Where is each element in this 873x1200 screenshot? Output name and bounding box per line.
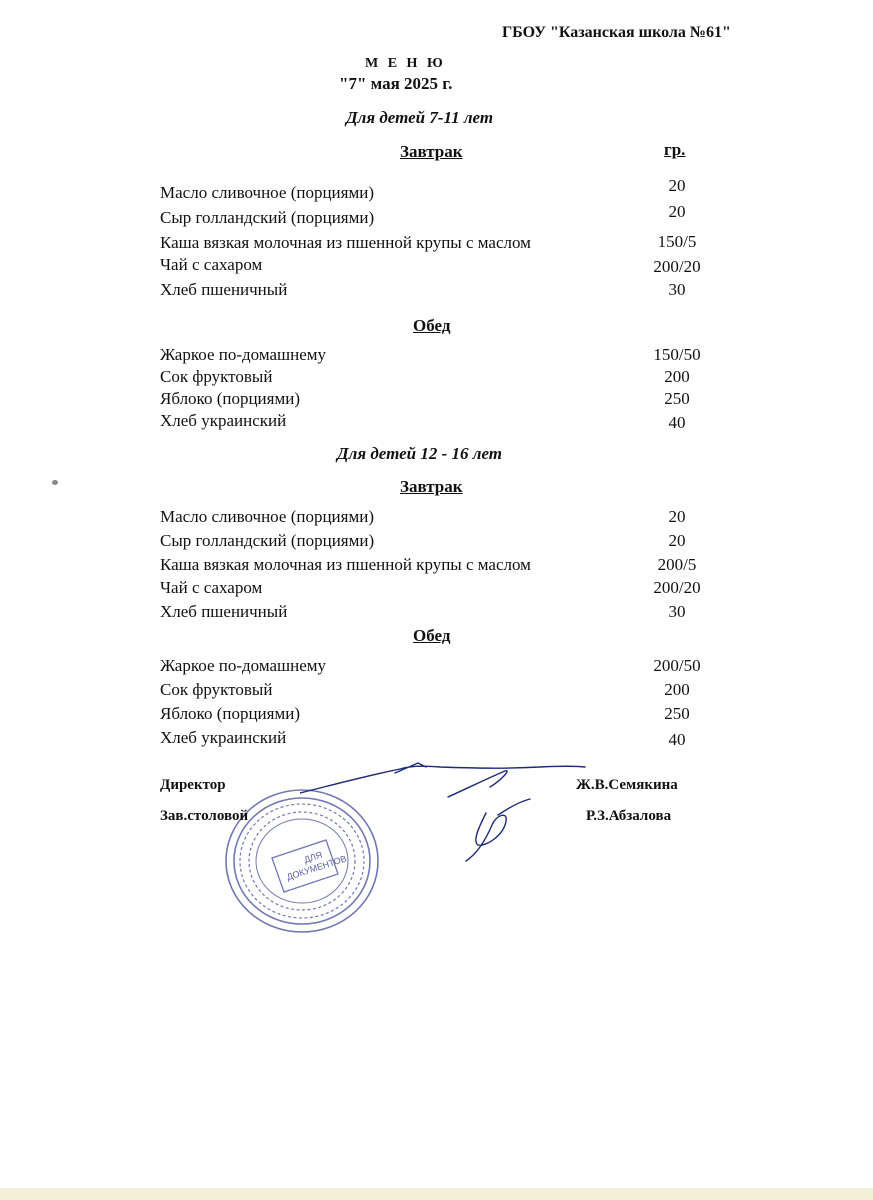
menu-item-qty: 250: [664, 389, 690, 408]
menu-item: Яблоко (порциями): [160, 389, 300, 408]
director-name: Ж.В.Семякина: [576, 777, 678, 793]
menu-item: Яблоко (порциями): [160, 704, 300, 723]
menu-item-qty: 150/5: [657, 232, 697, 251]
menu-item-qty: 30: [668, 602, 686, 621]
menu-item: Хлеб пшеничный: [160, 602, 288, 621]
menu-item-qty: 200: [664, 367, 690, 386]
menu-item: Чай с сахаром: [160, 578, 263, 597]
menu-item-qty: 40: [668, 730, 686, 749]
units-header: гр.: [664, 140, 686, 159]
menu-item-qty: 250: [664, 704, 690, 723]
menu-item-qty: 40: [668, 413, 686, 432]
menu-item: Сок фруктовый: [160, 367, 273, 386]
stamp-center-text: ДЛЯ ДОКУМЕНТОВ: [285, 849, 348, 883]
age-group-title: Для детей 7-11 лет: [346, 108, 494, 127]
menu-item: Хлеб пшеничный: [160, 280, 288, 299]
menu-item-qty: 200: [664, 680, 690, 699]
menu-item: Каша вязкая молочная из пшенной крупы с маслом: [160, 555, 531, 574]
menu-item-qty: 30: [668, 280, 686, 299]
menu-item-qty: 200/20: [653, 257, 701, 276]
menu-item: Хлеб украинский: [160, 411, 287, 430]
menu-item-qty: 20: [668, 531, 686, 550]
menu-item-qty: 200/20: [653, 578, 701, 597]
director-title: Директор: [160, 777, 226, 793]
menu-item-qty: 150/50: [653, 345, 701, 364]
menu-item: Сыр голландский (порциями): [160, 531, 375, 550]
canteen-name: Р.З.Абзалова: [586, 808, 672, 824]
menu-item: Жаркое по-домашнему: [160, 345, 327, 364]
meal-title: Завтрак: [400, 142, 463, 161]
signature: [300, 755, 590, 875]
menu-item-qty: 20: [668, 202, 686, 221]
scan-speck: [52, 480, 58, 485]
meal-title: Обед: [413, 626, 451, 645]
menu-item-qty: 20: [668, 507, 686, 526]
menu-item: Жаркое по-домашнему: [160, 656, 327, 675]
school-name: ГБОУ "Казанская школа №61": [502, 24, 731, 41]
menu-item-qty: 200/50: [653, 656, 701, 675]
canteen-title: Зав.столовой: [160, 808, 249, 824]
menu-item: Сыр голландский (порциями): [160, 208, 375, 227]
scan-edge: [0, 1188, 873, 1200]
menu-date: "7" мая 2025 г.: [339, 74, 453, 93]
menu-title: М Е Н Ю: [365, 56, 446, 71]
menu-item: Масло сливочное (порциями): [160, 507, 374, 526]
menu-item: Каша вязкая молочная из пшенной крупы с маслом: [160, 233, 531, 252]
menu-item-qty: 20: [668, 176, 686, 195]
menu-item: Сок фруктовый: [160, 680, 273, 699]
meal-title: Завтрак: [400, 477, 463, 496]
menu-item: Чай с сахаром: [160, 255, 263, 274]
menu-item-qty: 200/5: [657, 555, 697, 574]
menu-item: Масло сливочное (порциями): [160, 183, 374, 202]
meal-title: Обед: [413, 316, 451, 335]
menu-item: Хлеб украинский: [160, 728, 287, 747]
age-group-title: Для детей 12 - 16 лет: [337, 444, 503, 463]
signature-icon: [300, 755, 590, 870]
